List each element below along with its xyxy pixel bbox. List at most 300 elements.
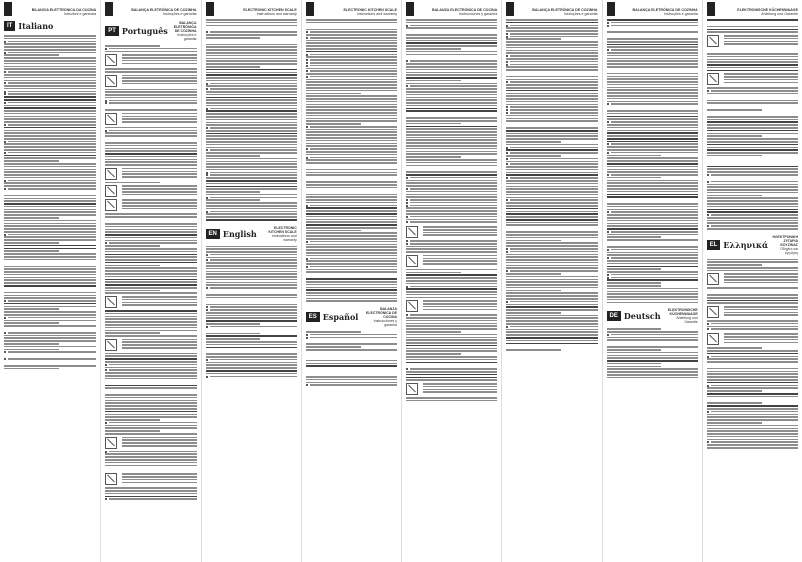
text-line [506, 197, 597, 199]
text-line [707, 302, 798, 304]
bullet-text [510, 270, 597, 273]
text-line [122, 54, 196, 56]
text-line [206, 25, 297, 27]
text-line [406, 277, 497, 279]
text-line [206, 94, 297, 96]
text-line [105, 265, 160, 267]
text-line [707, 130, 798, 132]
bullet-item [707, 385, 798, 388]
text-line [406, 219, 497, 221]
bullet-icon [306, 59, 308, 61]
text-line [406, 328, 497, 330]
text-line [4, 77, 96, 79]
text-line [611, 152, 698, 154]
text-line [724, 312, 798, 314]
header-block-mark [707, 2, 715, 16]
text-line [510, 270, 597, 272]
text-line [306, 210, 397, 212]
text-line [506, 101, 597, 103]
text-line [306, 48, 397, 50]
bullet-item [306, 384, 397, 387]
text-line [306, 159, 397, 161]
text-line [4, 132, 96, 134]
text-line [206, 191, 261, 193]
section-product-subtitle: Instructions and warranty [272, 233, 297, 242]
text-line [510, 326, 597, 328]
text-line [4, 314, 96, 316]
text-line [210, 83, 297, 85]
text-line [8, 52, 96, 54]
bullet-item [4, 71, 96, 74]
bullet-icon [506, 301, 508, 303]
text-line [206, 85, 297, 87]
text-line [506, 276, 597, 278]
text-line [506, 309, 597, 311]
text-line [406, 159, 497, 161]
symbol-paragraph [105, 113, 196, 125]
text-line [707, 425, 798, 427]
text-line [306, 194, 397, 196]
text-line [206, 166, 297, 168]
text-line [406, 34, 497, 36]
header-title: BALANÇA ELETRÓNICA DE COZINHA [532, 8, 598, 12]
text-line [306, 269, 397, 271]
page-column [100, 0, 200, 562]
symbol-paragraph [406, 300, 497, 312]
text-line [707, 419, 798, 421]
text-line [607, 357, 698, 359]
text-line [707, 371, 798, 373]
bullet-icon [506, 147, 508, 149]
header-subtitle: Instructions and warranty [256, 12, 297, 16]
bullet-icon [607, 274, 609, 276]
bullet-item [306, 148, 397, 151]
bullet-icon [206, 326, 208, 328]
bullet-text [510, 152, 597, 155]
bullet-text [310, 126, 397, 129]
text-line [506, 161, 597, 163]
text-line [406, 371, 497, 373]
bullet-item [506, 152, 597, 155]
bullet-icon [206, 309, 208, 311]
bullet-item [4, 82, 96, 85]
text-line [607, 135, 698, 137]
bullet-item [406, 286, 497, 289]
text-line [306, 42, 397, 44]
text-line [607, 92, 698, 94]
bullet-icon [506, 270, 508, 272]
text-line [105, 109, 196, 111]
text-line [105, 400, 196, 402]
text-line [109, 364, 196, 366]
text-line [4, 35, 96, 37]
text-line [206, 248, 297, 250]
bullet-item [506, 326, 597, 329]
header-title: BALANZA ELECTRÓNICA DE COCINA [432, 8, 498, 12]
text-line [4, 337, 96, 339]
text-line [506, 30, 597, 32]
text-line [406, 137, 497, 139]
text-line [306, 289, 397, 291]
header-subtitle: Instruções e garantia [664, 12, 698, 16]
text-line [406, 123, 461, 125]
text-line [206, 177, 297, 179]
bullet-text [711, 225, 798, 228]
bullet-icon [506, 326, 508, 328]
bullet-item [206, 88, 297, 91]
text-line [707, 192, 798, 194]
bullet-text [611, 211, 698, 214]
bullet-item [707, 323, 798, 326]
text-line [406, 297, 497, 299]
bullet-text [510, 177, 597, 180]
text-line [4, 171, 96, 173]
text-line [105, 416, 196, 418]
text-line [607, 155, 662, 157]
text-line [707, 152, 798, 154]
symbol-paragraph [105, 199, 196, 211]
page-column [501, 0, 601, 562]
text-line [210, 172, 297, 174]
bullet-item [4, 124, 96, 127]
text-line [506, 58, 597, 60]
text-line [607, 31, 698, 33]
text-line [607, 55, 698, 57]
bullet-item [707, 328, 798, 331]
text-line [4, 38, 96, 40]
text-line [105, 433, 196, 435]
bullet-text [611, 143, 698, 146]
text-line [122, 339, 196, 341]
bullet-icon [4, 41, 6, 43]
bullet-icon [306, 37, 308, 39]
text-line [306, 22, 397, 24]
header-title: ELECTRONIC KITCHEN SCALE [243, 8, 297, 12]
bullet-text [510, 36, 597, 39]
text-line [306, 184, 397, 186]
text-line [206, 353, 297, 355]
bullet-icon [406, 368, 408, 370]
text-line [206, 294, 297, 296]
text-line [611, 49, 698, 51]
text-line [707, 287, 798, 289]
text-line [206, 55, 297, 57]
bullet-icon [506, 25, 508, 27]
text-line [406, 334, 497, 336]
paragraph-text [423, 226, 497, 237]
text-line [607, 169, 698, 171]
header-label [32, 8, 96, 16]
bullet-icon [306, 148, 308, 150]
text-line [306, 154, 397, 156]
paragraph-text [122, 113, 196, 124]
text-line [423, 391, 497, 393]
text-line [406, 210, 497, 212]
bullet-icon [406, 202, 408, 204]
text-line [707, 408, 798, 410]
text-line [105, 148, 196, 150]
bullet-text [510, 147, 597, 150]
text-line [206, 22, 297, 24]
bullet-text [210, 259, 297, 262]
bullet-icon [206, 211, 208, 213]
text-line [105, 51, 196, 53]
text-line [510, 33, 597, 35]
text-line [506, 337, 597, 339]
text-line [206, 69, 297, 71]
text-line [206, 169, 297, 171]
text-line [105, 353, 196, 355]
text-line [707, 267, 798, 269]
text-line [707, 353, 798, 355]
text-line [707, 259, 798, 261]
bullet-item [206, 83, 297, 86]
bullet-icon [607, 143, 609, 145]
text-line [206, 63, 297, 65]
bullet-item [406, 188, 497, 191]
text-line [105, 267, 196, 269]
text-line [206, 282, 297, 284]
text-line [707, 19, 798, 21]
header-label [532, 8, 597, 16]
column-header [206, 2, 297, 16]
text-line [206, 208, 297, 210]
bullet-text [8, 102, 96, 105]
symbol-paragraph [406, 383, 497, 395]
text-line [707, 100, 798, 102]
text-line [406, 148, 497, 150]
text-line [210, 211, 297, 213]
text-line [306, 151, 397, 153]
text-line [4, 206, 96, 208]
header-title: ELECTRONIC KITCHEN SCALE [343, 8, 397, 12]
text-line [423, 229, 497, 231]
text-line [510, 36, 597, 38]
bullet-text [8, 152, 96, 155]
text-line [306, 207, 397, 209]
text-line [707, 168, 798, 170]
text-line [206, 44, 297, 46]
text-line [406, 283, 497, 285]
text-line [707, 200, 798, 202]
language-name: Deutsch [623, 311, 661, 322]
bullet-icon [206, 127, 208, 129]
bullet-icon [206, 149, 208, 151]
text-line [4, 277, 96, 279]
language-section-heading [707, 235, 798, 255]
bullet-item [306, 241, 397, 244]
text-line [206, 364, 297, 366]
text-line [206, 356, 297, 358]
text-line [105, 332, 160, 334]
text-line [4, 365, 96, 367]
text-line [306, 216, 397, 218]
bullet-icon [406, 85, 408, 87]
text-line [506, 320, 597, 322]
header-block-mark [406, 2, 414, 16]
bullet-icon [206, 376, 208, 378]
text-line [8, 82, 96, 84]
text-line [122, 205, 196, 207]
bullet-text [410, 85, 497, 88]
text-line [406, 66, 497, 68]
text-line [122, 57, 196, 59]
paragraph-text [122, 473, 196, 484]
paragraph-text [423, 300, 497, 311]
disposal-bin-icon [105, 185, 117, 197]
bullet-text [310, 258, 397, 261]
paragraph-gap [105, 467, 196, 471]
bullet-item [206, 127, 297, 130]
text-line [406, 342, 497, 344]
text-line [4, 121, 96, 123]
text-line [122, 75, 196, 77]
bullet-item [4, 188, 96, 191]
disposal-bin-icon [406, 226, 418, 238]
bullet-icon [206, 359, 208, 361]
text-line [105, 397, 196, 399]
text-line [206, 135, 297, 137]
bullet-icon [406, 60, 408, 62]
text-line [109, 100, 196, 102]
text-line [707, 402, 762, 404]
bullet-icon [4, 317, 6, 319]
bullet-item [506, 301, 597, 304]
text-line [607, 60, 698, 62]
bullet-icon [707, 356, 709, 358]
text-line [506, 180, 597, 182]
text-line [707, 121, 798, 123]
text-line [306, 134, 397, 136]
text-line [4, 231, 96, 233]
text-line [506, 188, 597, 190]
text-line [105, 251, 196, 253]
text-line [4, 80, 96, 82]
bullet-item [206, 376, 297, 379]
text-line [506, 284, 597, 286]
text-line [406, 248, 497, 250]
bullet-icon [4, 332, 6, 334]
text-line [306, 169, 397, 171]
text-line [4, 68, 96, 70]
text-line [607, 254, 698, 256]
text-line [510, 25, 597, 27]
text-line [306, 252, 397, 254]
text-line [306, 187, 397, 189]
text-line [611, 174, 698, 176]
bullet-icon [306, 65, 308, 67]
text-line [105, 259, 196, 261]
text-line [105, 231, 196, 233]
bullet-text [310, 241, 397, 244]
text-line [707, 430, 798, 432]
bullet-icon [607, 249, 609, 251]
text-line [4, 130, 96, 132]
text-line [707, 64, 798, 66]
text-line [4, 268, 96, 270]
text-line [724, 306, 798, 308]
text-line [707, 320, 798, 322]
text-line [607, 349, 662, 351]
language-name: Português [121, 26, 168, 36]
text-line [4, 105, 96, 107]
text-line [306, 343, 397, 345]
bullet-icon [4, 234, 6, 236]
text-line [306, 172, 397, 174]
text-line [406, 42, 497, 44]
text-line [406, 353, 461, 355]
text-line [607, 368, 698, 370]
bullet-icon [206, 306, 208, 308]
bullet-text [510, 158, 597, 161]
bullet-text [109, 451, 196, 454]
text-line [406, 19, 497, 21]
text-line [406, 379, 497, 381]
text-line [607, 81, 698, 83]
bullet-text [410, 60, 497, 63]
text-line [4, 303, 96, 305]
text-line [122, 437, 196, 439]
page-column [0, 0, 100, 562]
text-line [105, 132, 196, 134]
text-line [4, 282, 96, 284]
disposal-bin-icon [707, 333, 719, 345]
text-line [506, 317, 597, 319]
text-line [306, 90, 397, 92]
text-line [4, 174, 96, 176]
text-line [4, 88, 96, 90]
section-product-label [664, 308, 698, 324]
bullet-text [109, 48, 196, 51]
text-line [306, 123, 361, 125]
bullet-icon [506, 64, 508, 66]
text-line [707, 379, 798, 381]
text-line [707, 422, 762, 424]
symbol-paragraph [105, 339, 196, 351]
text-line [607, 288, 698, 290]
bullet-icon [306, 126, 308, 128]
bullet-icon [4, 152, 6, 154]
text-line [510, 109, 597, 111]
text-line [306, 120, 397, 122]
text-line [4, 217, 59, 219]
language-tag: ES [306, 312, 320, 322]
bullet-icon [707, 214, 709, 216]
text-line [607, 360, 698, 362]
paragraph-text [724, 333, 798, 344]
paragraph-text [724, 73, 798, 84]
bullet-text [109, 369, 196, 372]
text-line [607, 293, 698, 295]
text-line [306, 281, 397, 283]
text-line [210, 287, 297, 289]
text-line [423, 232, 497, 234]
text-line [8, 188, 96, 190]
bullet-text [711, 385, 798, 388]
text-line [506, 312, 561, 314]
text-line [423, 383, 497, 385]
text-line [707, 70, 798, 72]
bullet-icon [406, 188, 408, 190]
disposal-bin-icon [105, 339, 117, 351]
text-line [105, 414, 196, 416]
text-line [306, 87, 397, 89]
bullet-text [210, 326, 297, 329]
text-line [410, 202, 497, 204]
bullet-item [4, 93, 96, 96]
language-section-heading [607, 308, 698, 324]
text-line [707, 102, 798, 104]
